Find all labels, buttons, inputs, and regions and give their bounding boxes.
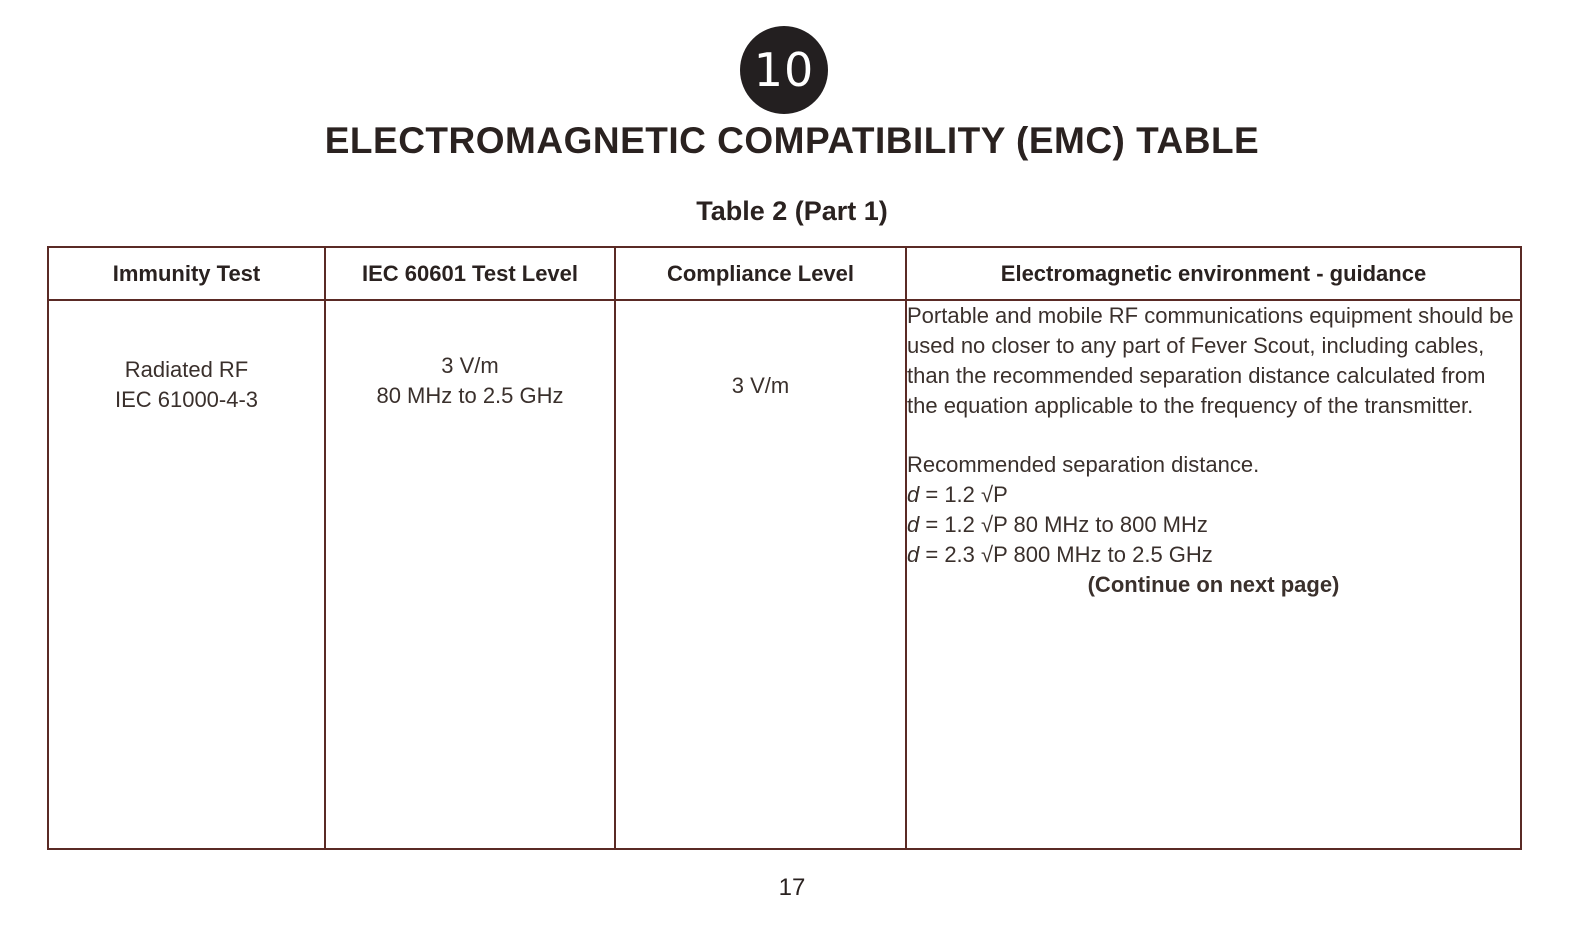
header-guidance: Electromagnetic environment - guidance [906,247,1521,300]
formula-variable: d [907,482,920,507]
test-level-value: 3 V/m [441,353,499,378]
page-number: 17 [778,874,806,901]
immunity-test-cell [48,300,325,849]
formula-3 [907,540,1520,570]
emc-table [47,246,1522,850]
page-title: ELECTROMAGNETIC COMPATIBILITY (EMC) TABLE [324,120,1260,161]
formula-variable: d [907,512,920,537]
formula-range: 800 MHz to 2.5 GHz [1007,542,1213,567]
test-level-cell [325,300,615,849]
header-immunity-test: Immunity Test [48,247,325,300]
test-level-range: 80 MHz to 2.5 GHz [376,383,564,408]
immunity-test-name: Radiated RF [124,357,249,382]
continue-note: (Continue on next page) [1087,572,1340,597]
table-header-row [48,247,1521,300]
chapter-number-badge: 10 [740,26,828,114]
formula-expression: = 2.3 √P [919,542,1008,567]
guidance-cell [906,300,1521,849]
header-compliance-level: Compliance Level [615,247,906,300]
table-caption: Table 2 (Part 1) [696,196,888,226]
formula-expression: = 1.2 √P [919,482,1008,507]
guidance-intro: Portable and mobile RF communications equipment should be used no closer to any part of Fever Scout, including cables, than the recommended separation distance calculated from the equation applicable to the frequency of the transmitter. [907,303,1514,418]
formula-variable: d [907,542,920,567]
compliance-level-cell [615,300,906,849]
formula-2 [907,510,1520,540]
compliance-level-value: 3 V/m [731,373,790,398]
immunity-test-standard: IEC 61000-4-3 [114,387,259,412]
guidance-recommended: Recommended separation distance. [907,452,1260,477]
formula-expression: = 1.2 √P [919,512,1008,537]
header-test-level: IEC 60601 Test Level [325,247,615,300]
formula-1 [907,480,1520,510]
formula-range: 80 MHz to 800 MHz [1007,512,1208,537]
table-row [48,300,1521,849]
